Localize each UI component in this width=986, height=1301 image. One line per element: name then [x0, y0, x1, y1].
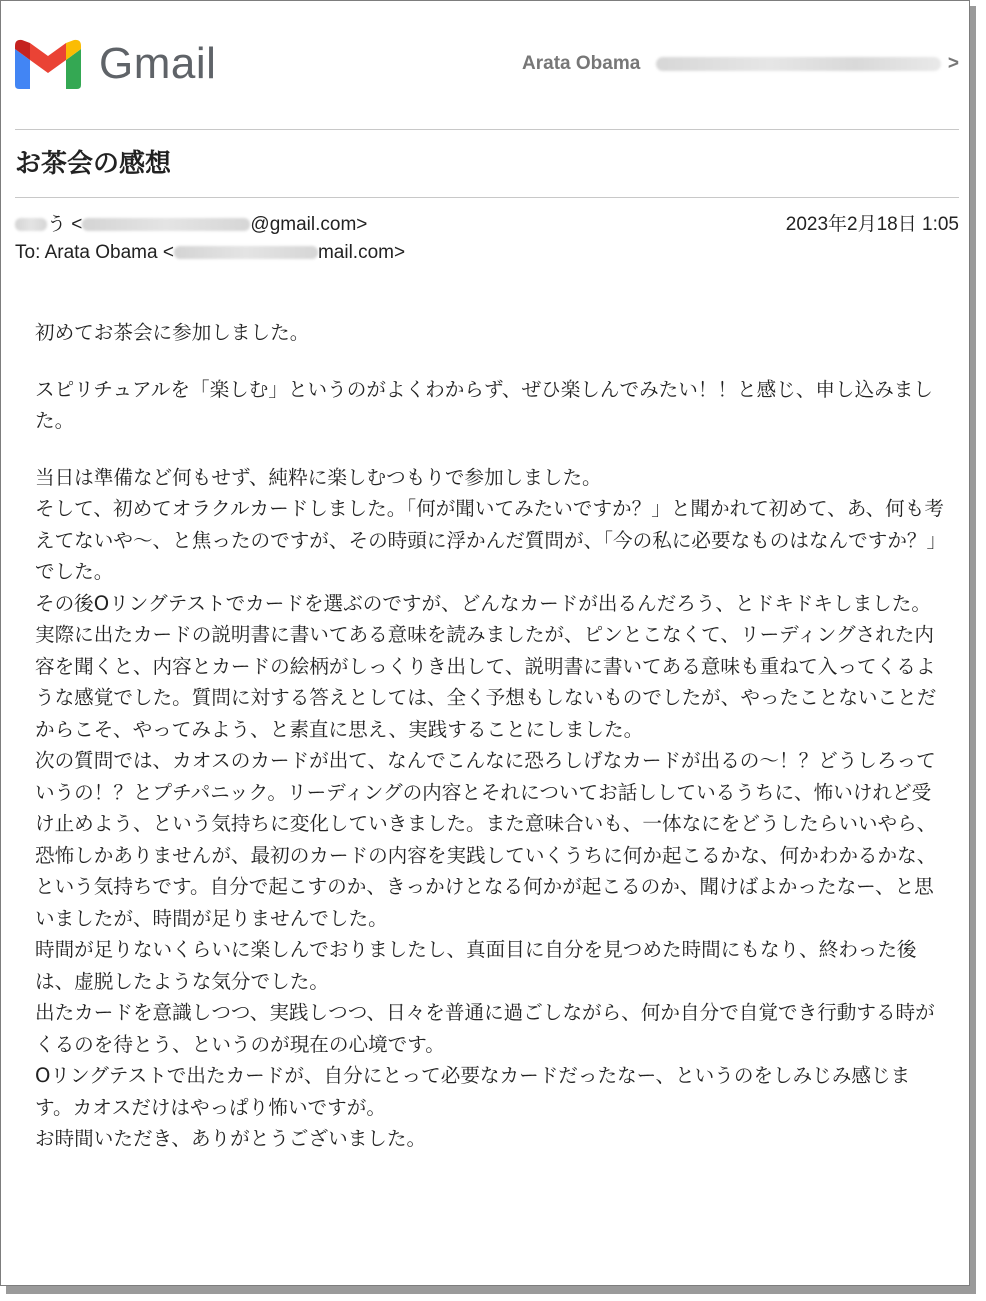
sender-email-domain: @gmail.com>: [250, 214, 368, 235]
recipient-row: [15, 239, 959, 267]
header: [15, 35, 959, 105]
sender-bracket: <: [71, 214, 83, 235]
sender-name-visible: う: [47, 214, 67, 235]
sender-name-redacted: [15, 218, 47, 231]
recipient-label: To: Arata Obama <: [15, 242, 174, 263]
account-name: Arata Obama: [522, 53, 641, 74]
body-line: 次の質問では、カオスのカードが出て、なんでこんなに恐ろしげなカードが出るの～！？どうしろっていうの！？とプチパニック。リーディングの内容とそれについてお話ししているうちに、怖いけれど受け止めよう、という気持ちに変化していきました。また意味合いも、一体なにをどうしたらいいやら、恐怖しかありませんが、最初のカードの内容を実践していくうちに何か起こるかな、何かわかるかな、という気持ちです。自分で起こすのか、きっかけとなる何かが起こるのか、聞けばよかったなー、と思いましたが、時間が足りませんでした。: [35, 749, 937, 930]
sender-email-redacted: [82, 218, 250, 231]
gmail-m-icon: [15, 39, 81, 89]
gmail-wordmark: Gmail: [99, 39, 217, 88]
body-line: 当日は準備など何もせず、純粋に楽しむつもりで参加しました。: [35, 465, 602, 489]
divider-top: [15, 129, 959, 130]
body-paragraph: 初めてお茶会に参加しました。: [35, 321, 310, 344]
body-line: お時間いただき、ありがとうございました。: [35, 1127, 427, 1150]
email-body: [35, 317, 945, 1155]
body-line: 実際に出たカードの説明書に書いてある意味を読みましたが、ピンとこなくて、リーディングされた内容を聞くと、内容とカードの絵柄がしっくりき出して、説明書に書いてある意味も重ねて入ってくるような感覚でした。質問に対する答えとしては、全く予想もしないものでしたが、やったことないことだからこそ、やってみよう、と素直に思え、実践することにしました。: [35, 623, 937, 741]
body-line: 時間が足りないくらいに楽しんでおりましたし、真面目に自分を見つめた時間にもなり、終わった後は、虚脱したような気分でした。: [35, 938, 917, 993]
email-subject: お茶会の感想: [15, 149, 172, 179]
sender-row: [15, 211, 959, 239]
account-info: [522, 53, 959, 75]
body-paragraph: スピリチュアルを「楽しむ」というのがよくわからず、ぜひ楽しんでみたい！！と感じ、申し込みました。: [35, 377, 933, 432]
divider-subject: [15, 197, 959, 198]
email-date: 2023年2月18日 1:05: [785, 214, 959, 235]
recipient-email-domain: mail.com>: [317, 242, 406, 263]
body-line: 出たカードを意識しつつ、実践しつつ、日々を普通に過ごしながら、何か自分で自覚でき行動する時がくるのを待とう、というのが現在の心境です。: [35, 1001, 935, 1056]
body-line: その後Oリングテストでカードを選ぶのですが、どんなカードが出るんだろう、とドキドキしました。: [35, 591, 931, 615]
account-email-end: >: [947, 53, 959, 74]
body-line: Oリングテストで出たカードが、自分にとって必要なカードだったなー、というのをしみじみ感じます。カオスだけはやっぱり怖いですが。: [35, 1064, 911, 1119]
recipient-email-redacted: [174, 246, 318, 259]
account-email-redacted: [656, 57, 941, 71]
body-line: そして、初めてオラクルカードしました。「何が聞いてみたいですか？」と聞かれて初めて、あ、何も考えてないや～、と焦ったのですが、その時頭に浮かんだ質問が、「今の私に必要なものはなんですか？」でした。: [35, 497, 944, 583]
gmail-logo: [15, 39, 216, 89]
email-meta: [15, 211, 959, 267]
